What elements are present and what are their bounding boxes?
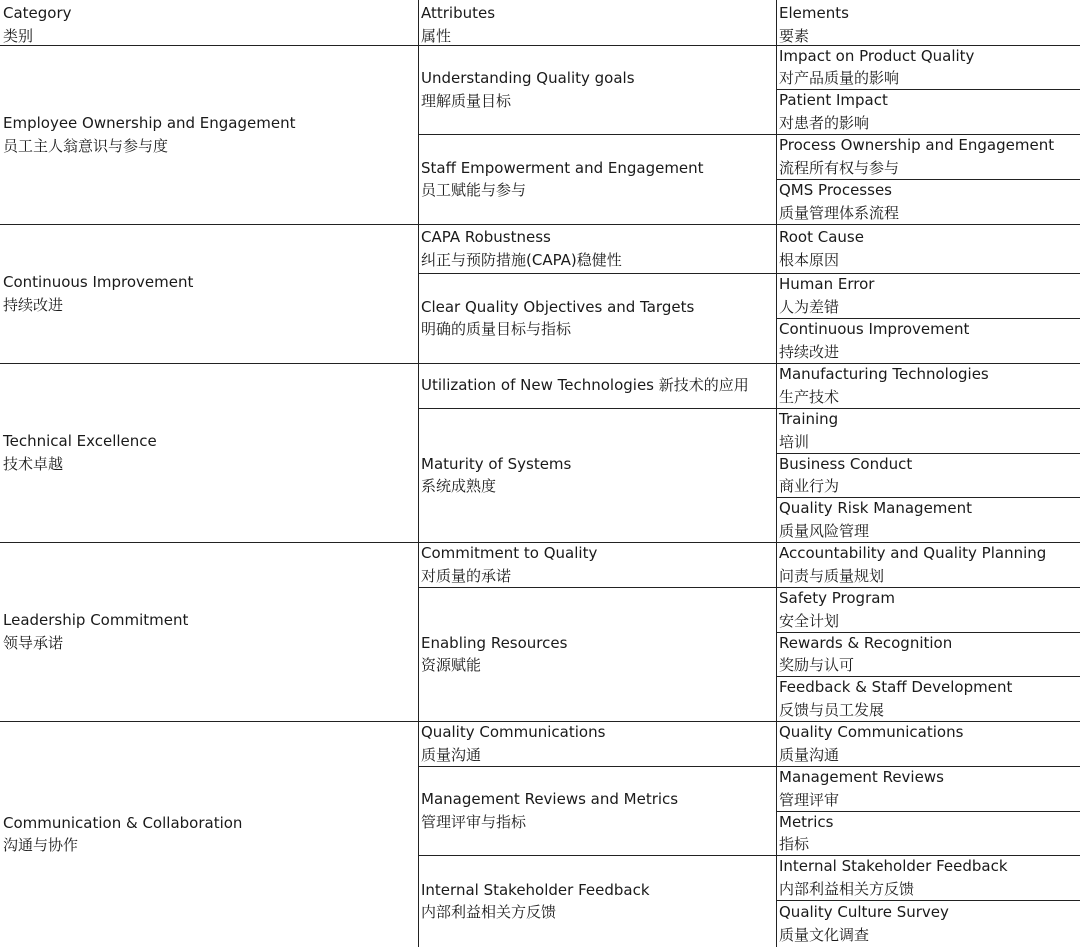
element-cell: Metrics 指标	[779, 812, 834, 853]
attribute-cell: Maturity of Systems 系统成熟度	[421, 454, 572, 495]
element-cell: Patient Impact 对患者的影响	[779, 91, 888, 132]
element-cell: Continuous Improvement 持续改进	[779, 320, 970, 361]
element-cell: Management Reviews 管理评审	[779, 768, 944, 809]
attribute-cell: Utilization of New Technologies 新技术的应用	[421, 376, 749, 395]
element-cell: Impact on Product Quality 对产品质量的影响	[779, 46, 975, 87]
attribute-cell: Staff Empowerment and Engagement 员工赋能与参与	[421, 158, 704, 199]
category-cell: Continuous Improvement 持续改进	[3, 273, 194, 314]
element-cell: Quality Culture Survey 质量文化调查	[779, 903, 949, 944]
category-cell: Employee Ownership and Engagement 员工主人翁意识与参与度	[3, 114, 296, 155]
element-cell: Feedback & Staff Development 反馈与员工发展	[779, 678, 1013, 719]
element-cell: Business Conduct 商业行为	[779, 454, 913, 495]
category-cell: Leadership Commitment 领导承诺	[3, 611, 189, 652]
element-cell: QMS Processes 质量管理体系流程	[779, 181, 900, 222]
attribute-cell: Clear Quality Objectives and Targets 明确的质量目标与指标	[421, 297, 695, 338]
attribute-cell: Management Reviews and Metrics 管理评审与指标	[421, 790, 679, 831]
header-attributes: Attributes 属性	[421, 4, 496, 45]
element-cell: Process Ownership and Engagement 流程所有权与参与	[779, 136, 1055, 177]
category-cell: Communication & Collaboration 沟通与协作	[3, 813, 243, 854]
header-category: Category 类别	[3, 4, 72, 45]
element-cell: Internal Stakeholder Feedback 内部利益相关方反馈	[779, 857, 1008, 898]
attribute-cell: CAPA Robustness 纠正与预防措施(CAPA)稳健性	[421, 228, 622, 269]
element-cell: Training 培训	[779, 410, 839, 451]
element-cell: Manufacturing Technologies 生产技术	[779, 365, 989, 406]
header-elements: Elements 要素	[779, 4, 849, 45]
attribute-cell: Commitment to Quality 对质量的承诺	[421, 544, 598, 585]
element-cell: Safety Program 安全计划	[779, 589, 896, 630]
element-cell: Quality Risk Management 质量风险管理	[779, 499, 973, 540]
category-cell: Technical Excellence 技术卓越	[3, 432, 157, 473]
element-cell: Rewards & Recognition 奖励与认可	[779, 633, 953, 674]
attribute-cell: Quality Communications 质量沟通	[421, 723, 606, 764]
element-cell: Quality Communications 质量沟通	[779, 723, 964, 764]
element-cell: Human Error 人为差错	[779, 275, 875, 316]
attribute-cell: Understanding Quality goals 理解质量目标	[421, 69, 635, 110]
element-cell: Accountability and Quality Planning 问责与质量规划	[779, 544, 1047, 585]
attribute-cell: Internal Stakeholder Feedback 内部利益相关方反馈	[421, 880, 650, 921]
element-cell: Root Cause 根本原因	[779, 228, 864, 269]
attribute-cell: Enabling Resources 资源赋能	[421, 633, 568, 674]
